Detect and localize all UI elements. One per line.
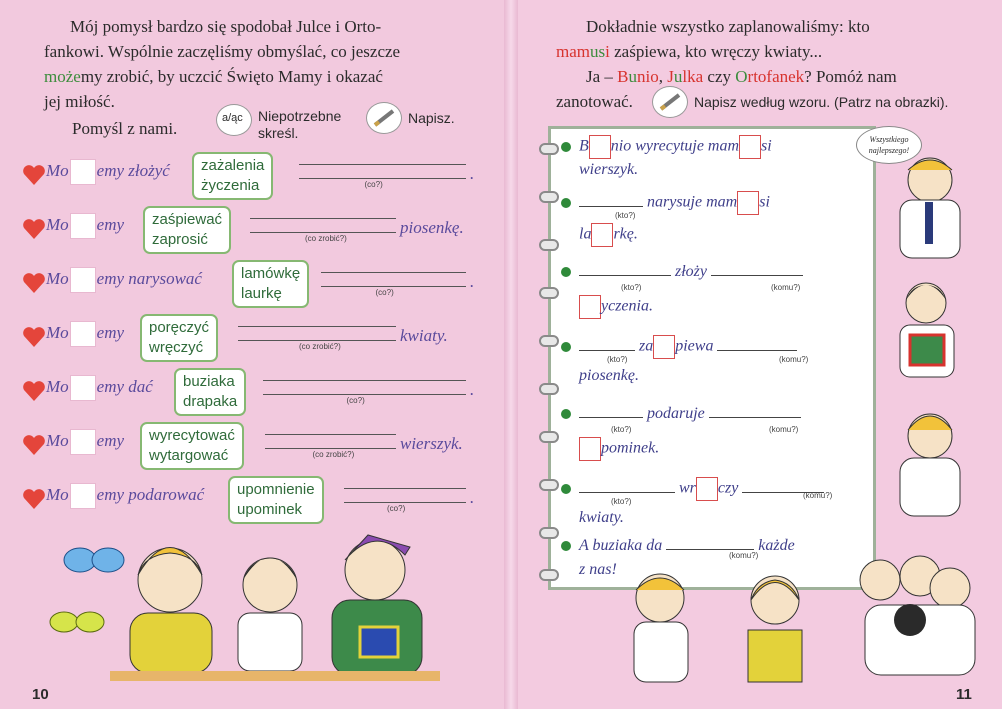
word-choice[interactable]: upominek xyxy=(237,501,303,518)
answer-line[interactable] xyxy=(711,275,803,276)
nb-line-10: pominek. xyxy=(579,437,659,461)
answer-line[interactable] xyxy=(579,275,671,276)
row-hint: (co zrobić?) xyxy=(312,450,355,459)
nb-line-4: la rkę. xyxy=(579,223,638,247)
bottom-kids-illustration xyxy=(620,550,980,700)
nb-line-6: yczenia. xyxy=(579,295,653,319)
word-choice[interactable]: poręczyć xyxy=(149,319,210,336)
intro-line-3-rest: my zrobić, by uczcić Święto Mamy i okazać xyxy=(80,67,383,86)
answer-line[interactable] xyxy=(579,417,643,418)
speech-bubble: Wszystkiego najlepszego! xyxy=(856,126,922,164)
left-intro xyxy=(44,14,484,114)
instruction-strike xyxy=(258,108,341,142)
answer-line[interactable] xyxy=(265,448,396,449)
instr-strike-2: skreśl. xyxy=(258,125,299,141)
row-text: Mo emy xyxy=(46,212,124,239)
answer-line[interactable] xyxy=(263,380,466,381)
answer-line[interactable] xyxy=(250,218,396,219)
answer-line[interactable] xyxy=(717,350,797,351)
row-tail: kwiaty. xyxy=(400,326,448,345)
row-tail: piosenkę. xyxy=(400,218,464,237)
exercise-row xyxy=(22,314,492,354)
word-choice-box[interactable] xyxy=(140,422,244,470)
letter-blank[interactable] xyxy=(591,223,613,247)
word-choice-box[interactable] xyxy=(228,476,324,524)
right-intro-line-4: zanotować. xyxy=(556,92,633,111)
letter-blank[interactable] xyxy=(70,213,96,239)
word-choice[interactable]: zaśpiewać xyxy=(152,211,223,228)
right-intro-line-1: Dokładnie wszystko zaplanowaliśmy: kto xyxy=(586,17,870,36)
row-tail: . xyxy=(470,272,475,291)
word-choice[interactable]: wytargować xyxy=(149,447,229,464)
answer-line[interactable] xyxy=(299,164,466,165)
right-intro-line-2: mamusi zaśpiewa, kto wręczy kwiaty... xyxy=(556,42,823,61)
answer-line[interactable] xyxy=(265,434,396,435)
word-choice-box[interactable] xyxy=(192,152,273,200)
row-hint: (co zrobić?) xyxy=(299,342,341,351)
row-tail: . xyxy=(470,488,475,507)
row-hint: (co zrobić?) xyxy=(305,234,347,243)
word-choice[interactable]: wręczyć xyxy=(149,339,204,356)
word-choice[interactable]: drapaka xyxy=(183,393,238,410)
heart-icon xyxy=(22,326,46,348)
instr-strike-1: Niepotrzebne xyxy=(258,108,342,124)
pen-icon-right xyxy=(652,86,688,118)
intro-line-3 xyxy=(44,64,484,89)
nb-line-8: piosenkę. xyxy=(579,367,639,384)
letter-blank[interactable] xyxy=(579,295,601,319)
heart-icon xyxy=(22,434,46,456)
nb-line-11: wr czy xyxy=(561,477,824,501)
heart-icon xyxy=(22,272,46,294)
row-tail: . xyxy=(470,164,475,183)
answer-line[interactable] xyxy=(238,340,396,341)
letter-blank[interactable] xyxy=(579,437,601,461)
heart-icon xyxy=(22,164,46,186)
row-tail: . xyxy=(470,380,475,399)
answer-line[interactable] xyxy=(344,488,466,489)
exercise-row xyxy=(22,260,492,300)
answer-line[interactable] xyxy=(321,286,466,287)
answer-line[interactable] xyxy=(709,417,801,418)
book-gutter xyxy=(504,0,518,709)
strike-icon-text: a/ąc xyxy=(222,112,243,124)
nb-line-7: za piewa xyxy=(561,335,797,359)
notebook: B nio wyrecytuje mam si wierszyk. narysuje mam si (kto?) la rkę. złoży (kto?) (komu?) yczenia. za piewa (kto?) (komu?) piosenkę. podaruje (kto?) (komu?) pominek. wr czy (kto?) (komu?) kwiaty. A buziaka da każde (komu?) z nas! xyxy=(548,126,876,590)
intro-highlight: może xyxy=(44,67,81,86)
row-text: Mo emy złożyć xyxy=(46,158,170,185)
row-tail: wierszyk. xyxy=(400,434,463,453)
word-choice[interactable]: wyrecytować xyxy=(149,427,235,444)
letter-blank[interactable] xyxy=(653,335,675,359)
answer-line[interactable] xyxy=(344,502,466,503)
word-choice[interactable]: lamówkę xyxy=(241,265,301,282)
instruction-write: Napisz. xyxy=(408,110,455,126)
heart-icon xyxy=(22,218,46,240)
nb-line-1: B nio wyrecytuje mam si xyxy=(561,135,772,159)
word-choice[interactable]: upomnienie xyxy=(237,481,315,498)
page-number-right: 11 xyxy=(956,686,972,703)
word-choice[interactable]: zaprosić xyxy=(152,231,208,248)
answer-line[interactable] xyxy=(299,178,466,179)
row-text: Mo emy xyxy=(46,428,124,455)
letter-blank[interactable] xyxy=(737,191,759,215)
letter-blank[interactable] xyxy=(739,135,761,159)
row-hint: (co?) xyxy=(375,288,394,297)
nb-line-2: wierszyk. xyxy=(579,161,639,178)
exercise-row xyxy=(22,152,492,192)
answer-line[interactable] xyxy=(238,326,396,327)
strike-letters-icon xyxy=(216,104,252,136)
row-text: Mo emy podarować xyxy=(46,482,204,509)
letter-blank[interactable] xyxy=(70,483,96,509)
word-choice-box[interactable] xyxy=(143,206,231,254)
letter-blank[interactable] xyxy=(70,159,96,185)
nb-line-13: A buziaka da każde xyxy=(561,537,795,555)
heart-icon xyxy=(22,380,46,402)
answer-line[interactable] xyxy=(579,350,635,351)
nb-line-12: kwiaty. xyxy=(579,509,624,526)
answer-line[interactable] xyxy=(263,394,466,395)
nb-line-5: złoży xyxy=(561,263,803,281)
letter-blank[interactable] xyxy=(589,135,611,159)
exercise-row xyxy=(22,476,492,516)
word-choice[interactable]: życzenia xyxy=(201,177,260,194)
nb-line-3: narysuje mam si xyxy=(561,191,770,215)
answer-line[interactable] xyxy=(321,272,466,273)
exercise-row xyxy=(22,368,492,408)
word-choice-box[interactable] xyxy=(232,260,309,308)
row-hint: (co?) xyxy=(387,504,406,513)
intro-line-4: jej miłość. xyxy=(44,92,115,111)
row-hint: (co?) xyxy=(346,396,365,405)
row-hint: (co?) xyxy=(364,180,383,189)
word-choice[interactable]: zażalenia xyxy=(201,157,265,174)
letter-blank[interactable] xyxy=(70,267,96,293)
letter-blank[interactable] xyxy=(70,321,96,347)
row-text: Mo emy dać xyxy=(46,374,153,401)
answer-line[interactable] xyxy=(579,492,675,493)
word-choice-box[interactable] xyxy=(174,368,246,416)
word-choice[interactable]: buziaka xyxy=(183,373,235,390)
exercise-row xyxy=(22,206,492,246)
children-illustration xyxy=(110,525,440,685)
heart-icon xyxy=(22,488,46,510)
answer-line[interactable] xyxy=(250,232,396,233)
page-number-left: 10 xyxy=(32,686,49,703)
nb-line-9: podaruje xyxy=(561,405,801,423)
intro-line-1: Mój pomysł bardzo się spodobał Julce i Orto- xyxy=(70,17,382,36)
instruction-right: Napisz według wzoru. (Patrz na obrazki). xyxy=(694,94,949,110)
row-text: Mo emy narysować xyxy=(46,266,202,293)
pen-icon xyxy=(366,102,402,134)
letter-blank[interactable] xyxy=(696,477,718,501)
intro-line-2: fankowi. Wspólnie zaczęliśmy obmyślać, co jeszcze xyxy=(44,42,401,61)
nb-line-14: z nas! xyxy=(579,561,617,578)
right-intro-line-3: Ja – Bunio, Julka czy Ortofanek? Pomóż nam xyxy=(586,67,897,86)
letter-blank[interactable] xyxy=(70,429,96,455)
word-choice[interactable]: laurkę xyxy=(241,285,282,302)
exercise-row xyxy=(22,422,492,462)
letter-blank[interactable] xyxy=(70,375,96,401)
think-label: Pomyśl z nami. xyxy=(72,119,178,138)
answer-line[interactable] xyxy=(579,206,643,207)
row-text: Mo emy xyxy=(46,320,124,347)
word-choice-box[interactable] xyxy=(140,314,218,362)
